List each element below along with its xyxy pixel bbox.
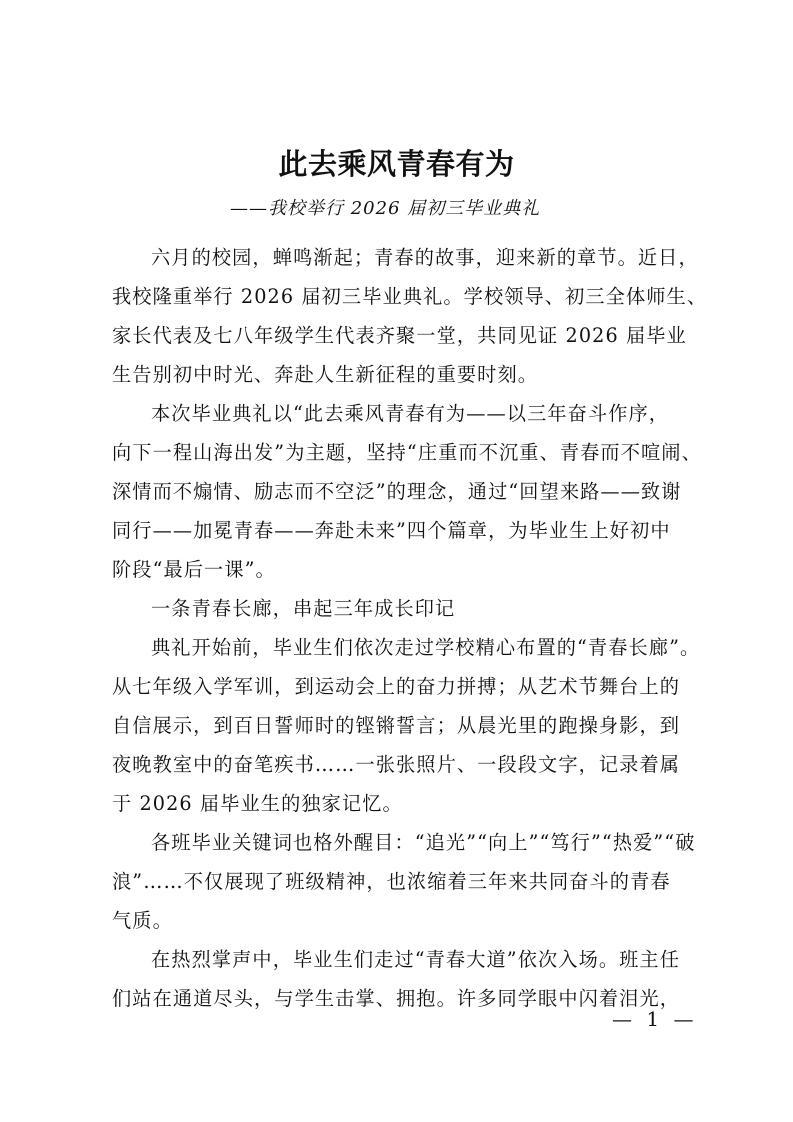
paragraph-5-line-2: 们站在通道尽头，与学生击掌、拥抱。许多同学眼中闪着泪光， (112, 987, 681, 1010)
section-heading-youth-corridor: 一条青春长廊，串起三年成长印记 (151, 597, 456, 620)
paragraph-3-line-1: 典礼开始前，毕业生们依次走过学校精心布置的“青春长廊”。 (151, 636, 701, 659)
paragraph-3-line-5: 于 2026 届毕业生的独家记忆。 (112, 792, 403, 815)
paragraph-2-line-4: 同行——加冕青春——奔赴未来”四个篇章，为毕业生上好初中 (112, 519, 671, 542)
paragraph-1-line-1: 六月的校园，蝉鸣渐起；青春的故事，迎来新的章节。近日， (151, 246, 699, 269)
paragraph-1-line-3: 家长代表及七八年级学生代表齐聚一堂，共同见证 2026 届毕业 (112, 324, 687, 347)
paragraph-2-line-3: 深情而不煽情、励志而不空泛”的理念，通过“回望来路——致谢 (112, 480, 682, 503)
paragraph-3-line-4: 夜晚教室中的奋笔疾书……一张张照片、一段段文字，记录着属 (112, 753, 681, 776)
document-title: 此去乘风青春有为 (278, 147, 515, 181)
paragraph-3-line-3: 自信展示，到百日誓师时的铿锵誓言；从晨光里的跑操身影，到 (112, 714, 681, 737)
paragraph-1-line-2: 我校隆重举行 2026 届初三毕业典礼。学校领导、初三全体师生、 (112, 285, 708, 308)
paragraph-4-line-2: 浪”……不仅展现了班级精神，也浓缩着三年来共同奋斗的青春 (112, 870, 671, 893)
paragraph-3-line-2: 从七年级入学军训，到运动会上的奋力拼搏；从艺术节舞台上的 (112, 675, 681, 698)
paragraph-2-line-5: 阶段“最后一课”。 (112, 558, 276, 581)
page-number: — 1 — (612, 1007, 698, 1031)
paragraph-4-line-1: 各班毕业关键词也格外醒目：“追光”“向上”“笃行”“热爱”“破 (151, 831, 696, 854)
paragraph-2-line-2: 向下一程山海出发”为主题，坚持“庄重而不沉重、青春而不喧闹、 (112, 441, 702, 464)
paragraph-4-line-3: 气质。 (112, 909, 173, 932)
paragraph-2-line-1: 本次毕业典礼以“此去乘风青春有为——以三年奋斗作序， (151, 402, 670, 425)
paragraph-5-line-1: 在热烈掌声中，毕业生们走过“青春大道”依次入场。班主任 (151, 948, 681, 971)
paragraph-1-line-4: 生告别初中时光、奔赴人生新征程的重要时刻。 (112, 363, 539, 386)
document-subtitle: ——我校举行 2026 届初三毕业典礼 (230, 198, 541, 219)
